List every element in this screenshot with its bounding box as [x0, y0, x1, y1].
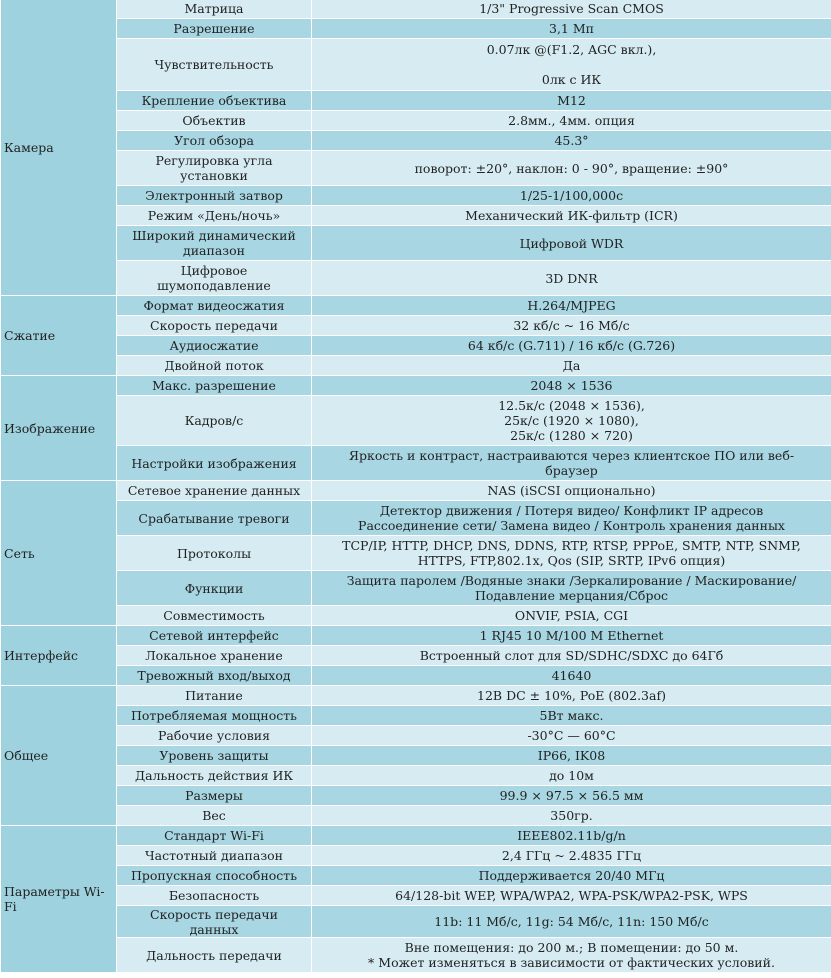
text-line: IP66, IK08 [537, 748, 606, 763]
text-line: Детектор движения / Потеря видео/ Конфликт IP адресов [379, 503, 764, 518]
text-line: 350гр. [550, 808, 593, 823]
text-line: Да [562, 358, 581, 373]
text-line: Скорость передачи [150, 318, 278, 333]
text-line: HTTPS, FTP,802.1x, Qos (SIP, SRTP, IPv6 опция) [417, 553, 726, 568]
text-line: Безопасность [168, 888, 260, 903]
text-line: Стандарт Wi-Fi [164, 828, 264, 843]
table-row [1, 336, 831, 356]
section-label: Интерфейс [1, 626, 117, 686]
spec-value [312, 666, 831, 686]
section-label: Изображение [1, 376, 117, 481]
table-row [1, 296, 831, 316]
spec-label [117, 886, 312, 906]
text-line: до 10м [549, 768, 594, 783]
text-line: Вне помещения: до 200 м.; В помещении: до 50 м. [404, 940, 739, 955]
table-row [1, 938, 831, 973]
table-row [1, 606, 831, 626]
text-line: M12 [557, 93, 586, 108]
text-line: Цифровой WDR [519, 235, 624, 251]
table-row [1, 846, 831, 866]
text-line: установки [180, 168, 248, 183]
text-line: браузер [545, 463, 598, 478]
table-row [1, 766, 831, 786]
spec-label [117, 356, 312, 376]
spec-label [117, 826, 312, 846]
text-line: 0.07лк @(F1.2, AGC вкл.), [486, 42, 657, 57]
spec-value [312, 938, 831, 973]
text-line: Широкий динамический [132, 228, 296, 243]
table-row [1, 826, 831, 846]
text-line: 12В DC ± 10%, PoE (802.3af) [477, 688, 666, 703]
spec-label [117, 706, 312, 726]
text-line: Совместимость [163, 608, 265, 623]
text-line: Крепление объектива [141, 93, 287, 108]
text-line: Угол обзора [174, 133, 254, 148]
spec-label [117, 866, 312, 886]
spec-value [312, 261, 831, 296]
spec-value [312, 626, 831, 646]
text-line: 64 кб/с (G.711) / 16 кб/с (G.726) [467, 338, 676, 353]
table-row [1, 886, 831, 906]
text-line: NAS (iSCSI опционально) [487, 483, 656, 498]
spec-value [312, 396, 831, 446]
spec-label [117, 626, 312, 646]
section-label: Камера [1, 0, 117, 296]
text-line: Рассоединение сети/ Замена видео / Контроль хранения данных [358, 518, 785, 533]
spec-label [117, 501, 312, 536]
table-row [1, 786, 831, 806]
text-line: Локальное хранение [145, 648, 283, 663]
text-line: 2.8мм., 4мм. опция [508, 113, 635, 128]
spec-value [312, 336, 831, 356]
spec-label [117, 91, 312, 111]
table-row [1, 746, 831, 766]
table-row [1, 536, 831, 571]
spec-value [312, 886, 831, 906]
text-line: Сетевое хранение данных [127, 483, 301, 498]
table-row [1, 446, 831, 481]
spec-label [117, 39, 312, 91]
text-line: Пропускная способность [130, 868, 298, 883]
text-line: Регулировка угла [155, 153, 273, 168]
text-line: Уровень защиты [159, 748, 269, 763]
text-line: Цифровое [180, 263, 248, 278]
text-line: H.264/MJPEG [527, 298, 616, 313]
spec-label [117, 376, 312, 396]
spec-label [117, 746, 312, 766]
text-line: 1 RJ45 10 M/100 M Ethernet [479, 628, 664, 643]
text-line: 99.9 × 97.5 × 56.5 мм [499, 788, 644, 803]
table-row [1, 501, 831, 536]
text-line: ONVIF, PSIA, CGI [514, 608, 629, 623]
table-row [1, 39, 831, 91]
text-line: шумоподавление [157, 278, 271, 293]
text-line: 2048 × 1536 [530, 378, 613, 393]
table-row [1, 626, 831, 646]
spec-label [117, 938, 312, 973]
spec-value [312, 356, 831, 376]
text-line: 12.5к/с (2048 × 1536), [498, 398, 645, 413]
spec-label [117, 726, 312, 746]
spec-value [312, 376, 831, 396]
table-row [1, 356, 831, 376]
spec-label [117, 606, 312, 626]
spec-value [312, 726, 831, 746]
spec-label [117, 646, 312, 666]
text-line: Разрешение [173, 21, 255, 36]
spec-value [312, 296, 831, 316]
spec-value [312, 316, 831, 336]
spec-value [312, 826, 831, 846]
spec-value [312, 446, 831, 481]
spec-value [312, 206, 831, 226]
spec-value [312, 866, 831, 886]
table-row [1, 316, 831, 336]
text-line: Частотный диапазон [145, 848, 283, 863]
text-line: Дальность передачи [146, 947, 282, 963]
spec-label [117, 0, 312, 19]
spec-label [117, 131, 312, 151]
text-line: диапазон [183, 243, 245, 258]
table-row [1, 646, 831, 666]
spec-label [117, 296, 312, 316]
spec-label [117, 446, 312, 481]
text-line: 1/3" Progressive Scan CMOS [479, 1, 664, 16]
text-line: Тревожный вход/выход [137, 668, 291, 683]
section-label: Параметры Wi-Fi [1, 826, 117, 973]
table-row [1, 111, 831, 131]
text-line: 25к/с (1280 × 720) [510, 428, 633, 443]
table-row [1, 806, 831, 826]
spec-value [312, 481, 831, 501]
text-line: Формат видеосжатия [143, 298, 285, 313]
text-line: 25к/с (1920 × 1080), [504, 413, 639, 428]
section-label: Сжатие [1, 296, 117, 376]
table-row [1, 151, 831, 186]
spec-label [117, 906, 312, 938]
spec-label [117, 206, 312, 226]
spec-value [312, 646, 831, 666]
table-row [1, 481, 831, 501]
table-row [1, 19, 831, 39]
text-line: Аудиосжатие [169, 338, 259, 353]
spec-value [312, 131, 831, 151]
text-line: Матрица [184, 1, 244, 16]
table-row [1, 131, 831, 151]
spec-label [117, 186, 312, 206]
text-line: Чувствительность [154, 57, 274, 72]
text-line: Сетевой интерфейс [149, 628, 279, 643]
table-row [1, 666, 831, 686]
text-line: Рабочие условия [158, 728, 270, 743]
table-row [1, 0, 831, 19]
specifications-body [1, 0, 831, 973]
text-line: 45.3° [554, 133, 589, 148]
table-row [1, 206, 831, 226]
spec-label [117, 151, 312, 186]
text-line: 32 кб/с ~ 16 Мб/с [513, 318, 630, 333]
text-line: Кадров/с [184, 413, 244, 428]
spec-label [117, 336, 312, 356]
text-line: Поддерживается 20/40 МГц [478, 868, 665, 883]
spec-label [117, 536, 312, 571]
text-line: * Может изменяться в зависимости от фактических условий. [368, 955, 775, 970]
text-line: Настройки изображения [131, 455, 297, 471]
spec-value [312, 571, 831, 606]
section-label: Сеть [1, 481, 117, 626]
spec-value [312, 39, 831, 91]
text-line: Питание [185, 688, 243, 703]
spec-label [117, 19, 312, 39]
spec-label [117, 226, 312, 261]
text-line: Подавление мерцания/Сброс [475, 588, 668, 603]
text-line: Механический ИК-фильтр (ICR) [465, 208, 678, 223]
text-line: 11b: 11 Мб/с, 11g: 54 Мб/с, 11n: 150 Мб/с [434, 914, 709, 929]
text-line [315, 57, 828, 72]
spec-value [312, 846, 831, 866]
section-label: Общее [1, 686, 117, 826]
text-line: Двойной поток [164, 358, 264, 373]
text-line: Скорость передачи [150, 906, 278, 922]
text-line: 3D DNR [545, 270, 598, 286]
spec-value [312, 19, 831, 39]
table-row [1, 376, 831, 396]
spec-value [312, 686, 831, 706]
text-line: Потребляемая мощность [131, 708, 297, 723]
text-line: Защита паролем /Водяные знаки /Зеркалирование / Маскирование/ [346, 573, 797, 588]
text-line: 0лк с ИК [541, 72, 602, 87]
spec-value [312, 91, 831, 111]
spec-label [117, 806, 312, 826]
text-line: -30°C — 60°C [527, 728, 616, 743]
text-line: 5Вт макс. [539, 708, 604, 723]
text-line: Функции [184, 580, 244, 596]
spec-value [312, 906, 831, 938]
spec-label [117, 481, 312, 501]
text-line: Вес [202, 808, 226, 823]
spec-value [312, 151, 831, 186]
text-line: 1/25-1/100,000с [519, 188, 624, 203]
text-line: Режим «День/ночь» [147, 208, 281, 223]
table-row [1, 396, 831, 446]
text-line: Объектив [182, 113, 246, 128]
text-line: IEEE802.11b/g/n [517, 828, 626, 843]
table-row [1, 726, 831, 746]
spec-label [117, 846, 312, 866]
text-line: Встроенный слот для SD/SDHC/SDXC до 64Гб [419, 648, 724, 663]
spec-value [312, 706, 831, 726]
spec-value [312, 186, 831, 206]
text-line: поворот: ±20°, наклон: 0 - 90°, вращение: ±90° [414, 160, 729, 176]
spec-label [117, 261, 312, 296]
table-row [1, 226, 831, 261]
text-line: Размеры [185, 788, 243, 803]
text-line: 64/128-bit WEP, WPA/WPA2, WPA-PSK/WPA2-PSK, WPS [395, 888, 748, 903]
spec-value [312, 786, 831, 806]
spec-value [312, 501, 831, 536]
text-line: Яркость и контраст, настраиваются через клиентское ПО или веб- [348, 448, 795, 463]
table-row [1, 906, 831, 938]
spec-value [312, 111, 831, 131]
table-row [1, 571, 831, 606]
spec-label [117, 666, 312, 686]
spec-label [117, 111, 312, 131]
text-line: Дальность действия ИК [134, 768, 294, 783]
spec-value [312, 746, 831, 766]
spec-label [117, 786, 312, 806]
text-line: 3,1 Мп [549, 21, 594, 36]
spec-label [117, 766, 312, 786]
table-row [1, 91, 831, 111]
text-line: TCP/IP, HTTP, DHCP, DNS, DDNS, RTP, RTSP, PPPoE, SMTP, NTP, SNMP, [342, 538, 801, 553]
text-line: Срабатывание тревоги [138, 510, 290, 526]
text-line: 2,4 ГГц ~ 2.4835 ГГц [501, 848, 642, 863]
spec-label [117, 571, 312, 606]
spec-label [117, 686, 312, 706]
text-line: Протоколы [176, 545, 252, 561]
spec-value [312, 606, 831, 626]
table-row [1, 186, 831, 206]
spec-value [312, 226, 831, 261]
text-line: Макс. разрешение [152, 378, 276, 393]
spec-value [312, 806, 831, 826]
table-row [1, 706, 831, 726]
text-line: 41640 [551, 668, 592, 683]
text-line: Электронный затвор [145, 188, 283, 203]
spec-value [312, 0, 831, 19]
table-row [1, 686, 831, 706]
spec-value [312, 766, 831, 786]
table-row [1, 261, 831, 296]
spec-label [117, 396, 312, 446]
spec-value [312, 536, 831, 571]
text-line: данных [189, 921, 239, 937]
spec-label [117, 316, 312, 336]
table-row [1, 866, 831, 886]
